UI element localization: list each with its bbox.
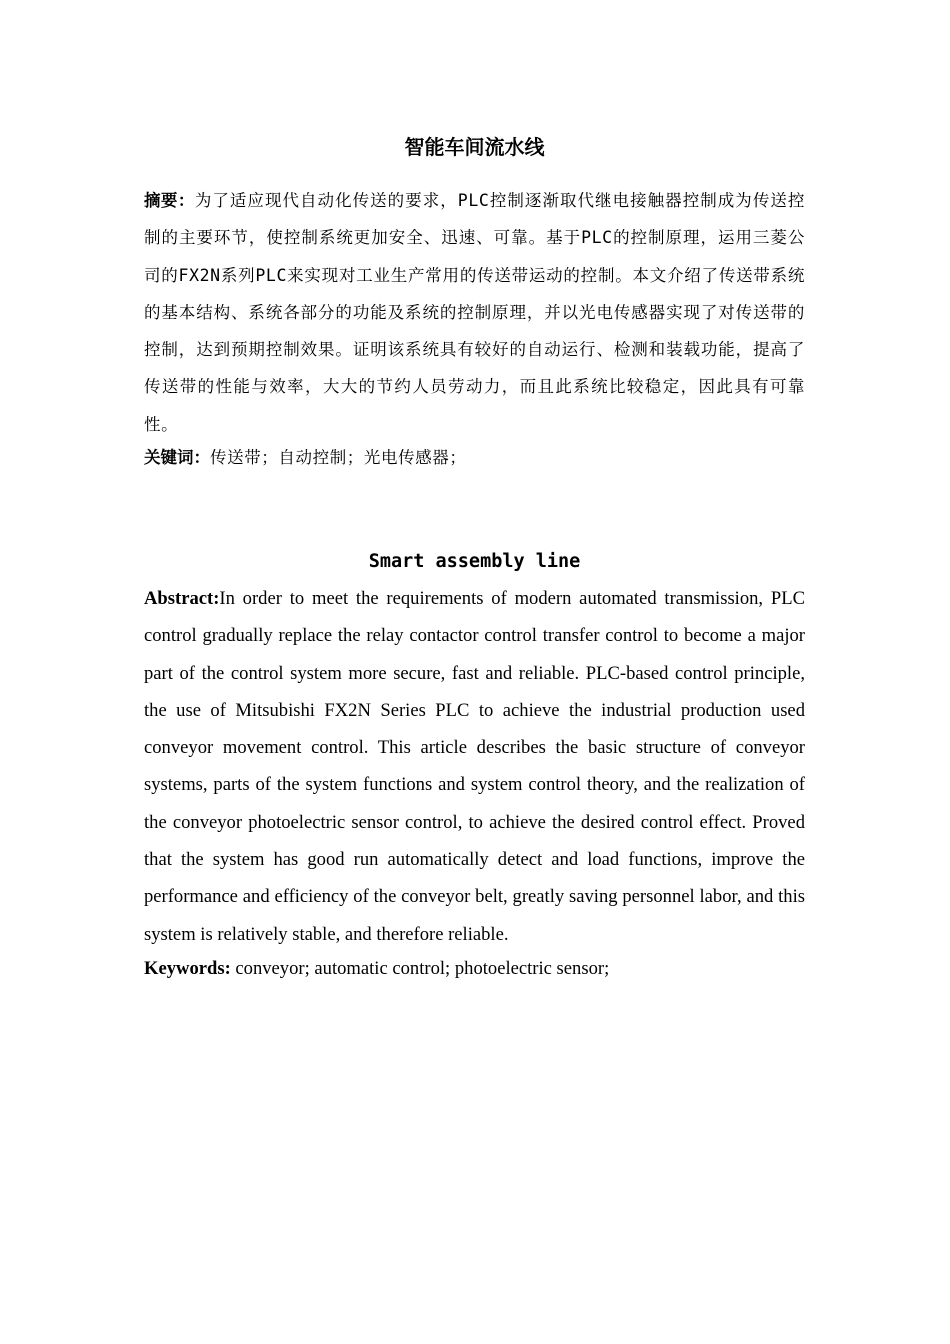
chinese-title: 智能车间流水线: [404, 135, 545, 159]
english-abstract-label: Abstract:: [144, 588, 220, 609]
english-keywords-label: Keywords:: [144, 958, 231, 979]
chinese-keywords-text: 传送带；自动控制；光电传感器；: [210, 448, 467, 467]
english-keywords-text: conveyor; automatic control; photoelectric sensor;: [230, 958, 610, 979]
chinese-abstract-text: 为了适应现代自动化传送的要求，PLC控制逐渐取代继电接触器控制成为传送控制的主要环节，使控制系统更加安全、迅速、可靠。基于PLC的控制原理，运用三菱公司的FX2N系列PLC来实现对工业生产常用的传送带运动的控制。本文介绍了传送带系统的基本结构、系统各部分的功能及系统的控制原理，并以光电传感器实现了对传送带的控制，达到预期控制效果。证明该系统具有较好的自动运行、检测和装载功能，提高了传送带的性能与效率，大大的节约人员劳动力，而且此系统比较稳定，因此具有可靠性。: [144, 191, 806, 434]
chinese-abstract-label: 摘要：: [144, 191, 195, 210]
chinese-keywords-label: 关键词：: [144, 448, 210, 467]
chinese-keywords: [144, 443, 805, 473]
english-abstract: [144, 580, 805, 953]
chinese-abstract: [144, 182, 805, 443]
english-abstract-text: In order to meet the requirements of modern automated transmission, PLC control gradually replace the relay contactor control transfer control to become a major part of the control system more secure, fast and reliable. PLC-based control principle, the use of Mitsubishi FX2N Series PLC to achieve the industrial production used conveyor movement control. This article describes the basic structure of conveyor systems, parts of the system functions and system control theory, and the realization of the conveyor photoelectric sensor control, to achieve the desired control effect. Proved that the system has good run automatically detect and load functions, improve the performance and efficiency of the conveyor belt, greatly saving personnel labor, and this system is relatively stable, and therefore reliable.: [144, 588, 805, 945]
english-title: Smart assembly line: [368, 551, 581, 572]
english-keywords: [144, 955, 805, 983]
